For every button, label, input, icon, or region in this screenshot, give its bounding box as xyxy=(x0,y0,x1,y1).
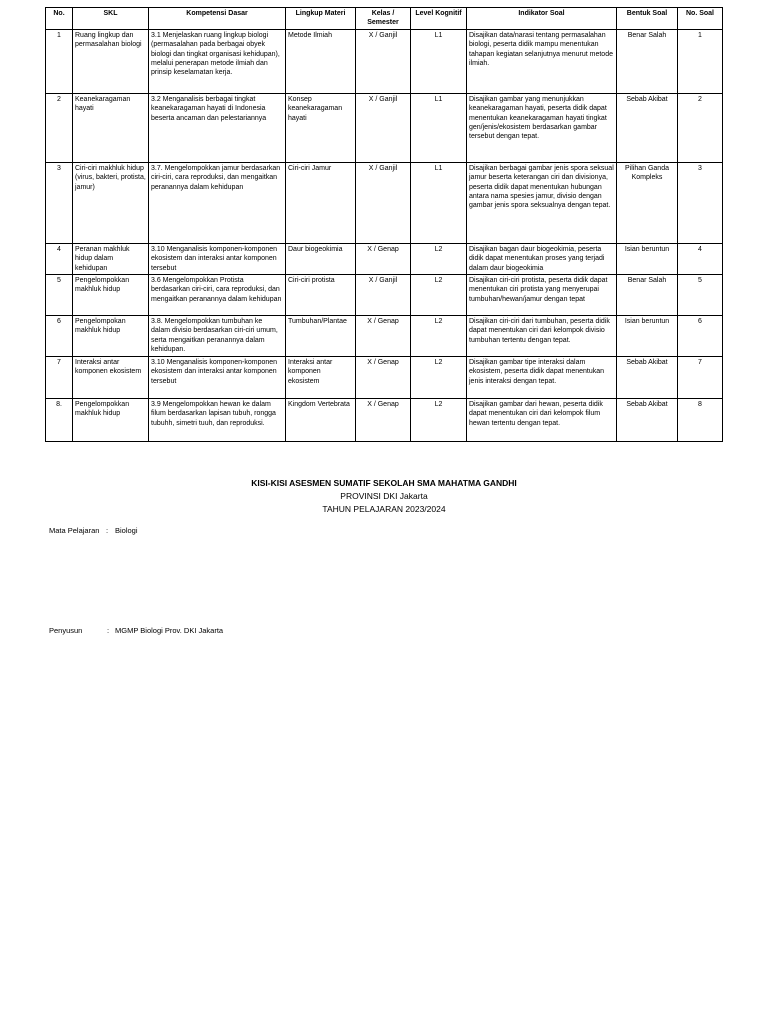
cell-lingkup-materi: Tumbuhan/Plantae xyxy=(286,316,356,357)
cell-kompetensi-dasar: 3.1 Menjelaskan ruang lingkup biologi (permasalahan pada berbagai obyek biologi dan tingkat organisasi kehidupan), melalui penerapan metode ilmiah dan prinsip keselamatan kerja. xyxy=(149,29,286,93)
author-label: Penyusun xyxy=(49,626,83,635)
cell-indikator-soal: Disajikan bagan daur biogeokimia, peserta didik dapat menentukan proses yang terjadi dalam daur biogeokimia xyxy=(467,243,617,274)
cell-kelas-semester: X / Ganjil xyxy=(356,29,411,93)
cell-skl: Ruang lingkup dan permasalahan biologi xyxy=(73,29,149,93)
table-row xyxy=(46,243,723,274)
cell-indikator-soal: Disajikan ciri-ciri protista, peserta didik dapat menentukan ciri protista yang menyerupai tumbuhan/hewan/jamur dengan tepat xyxy=(467,275,617,316)
cell-skl: Peranan makhluk hidup dalam kehidupan xyxy=(73,243,149,274)
cell-kelas-semester: X / Genap xyxy=(356,357,411,399)
table-header-row xyxy=(46,8,723,30)
cell-bentuk-soal: Sebab Akibat xyxy=(617,357,678,399)
cell-no: 5 xyxy=(46,275,73,316)
cell-level-kognitif: L1 xyxy=(411,93,467,162)
cell-kompetensi-dasar: 3.10 Menganalisis komponen-komponen ekosistem dan interaksi antar komponen tersebut xyxy=(149,243,286,274)
cell-level-kognitif: L2 xyxy=(411,399,467,442)
cell-kelas-semester: X / Ganjil xyxy=(356,162,411,243)
cell-no-soal: 5 xyxy=(678,275,723,316)
cell-lingkup-materi: Metode Ilmiah xyxy=(286,29,356,93)
cell-kelas-semester: X / Genap xyxy=(356,399,411,442)
cell-bentuk-soal: Pilihan Ganda Kompleks xyxy=(617,162,678,243)
subject-separator: : xyxy=(106,526,109,535)
document-title: KISI-KISI ASESMEN SUMATIF SEKOLAH SMA MAHATMA GANDHI xyxy=(251,478,517,488)
table-row xyxy=(46,316,723,357)
header-level-kognitif: Level Kognitif xyxy=(411,8,467,30)
cell-no-soal: 2 xyxy=(678,93,723,162)
cell-level-kognitif: L2 xyxy=(411,243,467,274)
cell-lingkup-materi: Kingdom Vertebrata xyxy=(286,399,356,442)
cell-kompetensi-dasar: 3.8. Mengelompokkan tumbuhan ke dalam divisio berdasarkan ciri-ciri umum, serta mengaitkan peranannya dalam kehidupan. xyxy=(149,316,286,357)
cell-kelas-semester: X / Genap xyxy=(356,243,411,274)
cell-skl: Keanekaragaman hayati xyxy=(73,93,149,162)
cell-indikator-soal: Disajikan gambar yang menunjukkan keanekaragaman hayati, peserta didik dapat menentukan keanekaragaman hayati tingkat gen/jenis/ekosistem berdasarkan gambar tersebut dengan tepat. xyxy=(467,93,617,162)
table-row xyxy=(46,275,723,316)
cell-no-soal: 4 xyxy=(678,243,723,274)
cell-bentuk-soal: Isian beruntun xyxy=(617,316,678,357)
cell-no-soal: 3 xyxy=(678,162,723,243)
cell-indikator-soal: Disajikan ciri-ciri dari tumbuhan, peserta didik dapat menentukan ciri dari kelompok divisio tumbuhan tertentu dengan tepat. xyxy=(467,316,617,357)
cell-skl: Pengelompokkan makhluk hidup xyxy=(73,275,149,316)
cell-lingkup-materi: Konsep keanekaragaman hayati xyxy=(286,93,356,162)
cell-no-soal: 8 xyxy=(678,399,723,442)
header-no-soal: No. Soal xyxy=(678,8,723,30)
author-value: MGMP Biologi Prov. DKI Jakarta xyxy=(115,626,224,635)
header-lingkup-materi: Lingkup Materi xyxy=(286,8,356,30)
cell-skl: Interaksi antar komponen ekosistem xyxy=(73,357,149,399)
cell-skl: Pengelompokkan makhluk hidup xyxy=(73,399,149,442)
cell-level-kognitif: L2 xyxy=(411,275,467,316)
cell-bentuk-soal: Isian beruntun xyxy=(617,243,678,274)
cell-no: 4 xyxy=(46,243,73,274)
cell-level-kognitif: L1 xyxy=(411,29,467,93)
cell-kompetensi-dasar: 3.9 Mengelompokkan hewan ke dalam filum berdasarkan lapisan tubuh, rongga tubuhh, simetri tuuh, dan reproduksi. xyxy=(149,399,286,442)
cell-level-kognitif: L2 xyxy=(411,316,467,357)
cell-no: 1 xyxy=(46,29,73,93)
table-row xyxy=(46,29,723,93)
cell-bentuk-soal: Benar Salah xyxy=(617,29,678,93)
header-skl: SKL xyxy=(73,8,149,30)
cell-no: 7 xyxy=(46,357,73,399)
cell-indikator-soal: Disajikan berbagai gambar jenis spora seksual jamur beserta keterangan ciri dan divisionya, peserta didik dapat menentukan hubungan antara nama spesies jamur, divisio dengan gambar jenis spora seksualnya dengan tepat. xyxy=(467,162,617,243)
cell-bentuk-soal: Sebab Akibat xyxy=(617,399,678,442)
cell-kompetensi-dasar: 3.7. Mengelompokkan jamur berdasarkan ciri-ciri, cara reproduksi, dan mengaitkan peranannya dalam kehidupan xyxy=(149,162,286,243)
cell-no: 8. xyxy=(46,399,73,442)
cell-lingkup-materi: Ciri-ciri Jamur xyxy=(286,162,356,243)
header-indikator-soal: Indikator Soal xyxy=(467,8,617,30)
cell-kelas-semester: X / Genap xyxy=(356,316,411,357)
header-kelas-semester: Kelas / Semester xyxy=(356,8,411,30)
table-row xyxy=(46,93,723,162)
subject-label: Mata Pelajaran xyxy=(49,526,100,535)
cell-level-kognitif: L1 xyxy=(411,162,467,243)
table-row xyxy=(46,162,723,243)
cell-lingkup-materi: Interaksi antar komponen ekosistem xyxy=(286,357,356,399)
cell-level-kognitif: L2 xyxy=(411,357,467,399)
cell-no-soal: 6 xyxy=(678,316,723,357)
cell-indikator-soal: Disajikan data/narasi tentang permasalahan biologi, peserta didik mampu menentukan tahapan kegiatan selanjutnya menurut metode ilmiah. xyxy=(467,29,617,93)
subject-value: Biologi xyxy=(115,526,138,535)
cell-no: 3 xyxy=(46,162,73,243)
cell-kompetensi-dasar: 3.2 Menganalisis berbagai tingkat keanekaragaman hayati di Indonesia beserta ancaman dan pelestariannya xyxy=(149,93,286,162)
author-line xyxy=(49,626,223,635)
document-title-block xyxy=(0,477,768,516)
cell-kelas-semester: X / Ganjil xyxy=(356,93,411,162)
document-province: PROVINSI DKI Jakarta xyxy=(340,491,428,501)
cell-no: 6 xyxy=(46,316,73,357)
table-row xyxy=(46,357,723,399)
cell-skl: Ciri-ciri makhluk hidup (virus, bakteri, protista, jamur) xyxy=(73,162,149,243)
cell-no-soal: 7 xyxy=(678,357,723,399)
table-row xyxy=(46,399,723,442)
cell-skl: Pengelompokan makhluk hidup xyxy=(73,316,149,357)
header-kompetensi-dasar: Kompetensi Dasar xyxy=(149,8,286,30)
header-bentuk-soal: Bentuk Soal xyxy=(617,8,678,30)
cell-indikator-soal: Disajikan gambar tipe interaksi dalam ekosistem, peserta didik dapat menentukan jenis interaksi dengan tepat. xyxy=(467,357,617,399)
document-school-year: TAHUN PELAJARAN 2023/2024 xyxy=(322,504,446,514)
cell-kelas-semester: X / Ganjil xyxy=(356,275,411,316)
header-no: No. xyxy=(46,8,73,30)
author-separator: : xyxy=(107,626,110,635)
cell-kompetensi-dasar: 3.10 Menganalisis komponen-komponen ekosistem dan interaksi antar komponen tersebut xyxy=(149,357,286,399)
subject-line xyxy=(49,526,138,535)
cell-kompetensi-dasar: 3.6 Mengelompokkan Protista berdasarkan ciri-ciri, cara reproduksi, dan mengaitkan peranannya dalam kehidupan xyxy=(149,275,286,316)
cell-lingkup-materi: Daur biogeokimia xyxy=(286,243,356,274)
cell-bentuk-soal: Benar Salah xyxy=(617,275,678,316)
cell-no-soal: 1 xyxy=(678,29,723,93)
cell-indikator-soal: Disajikan gambar dari hewan, peserta didik dapat menentukan ciri dari kelompok filum hewan tertentu dengan tepat. xyxy=(467,399,617,442)
kisi-kisi-table xyxy=(45,7,723,442)
cell-lingkup-materi: Ciri-ciri protista xyxy=(286,275,356,316)
cell-bentuk-soal: Sebab Akibat xyxy=(617,93,678,162)
cell-no: 2 xyxy=(46,93,73,162)
